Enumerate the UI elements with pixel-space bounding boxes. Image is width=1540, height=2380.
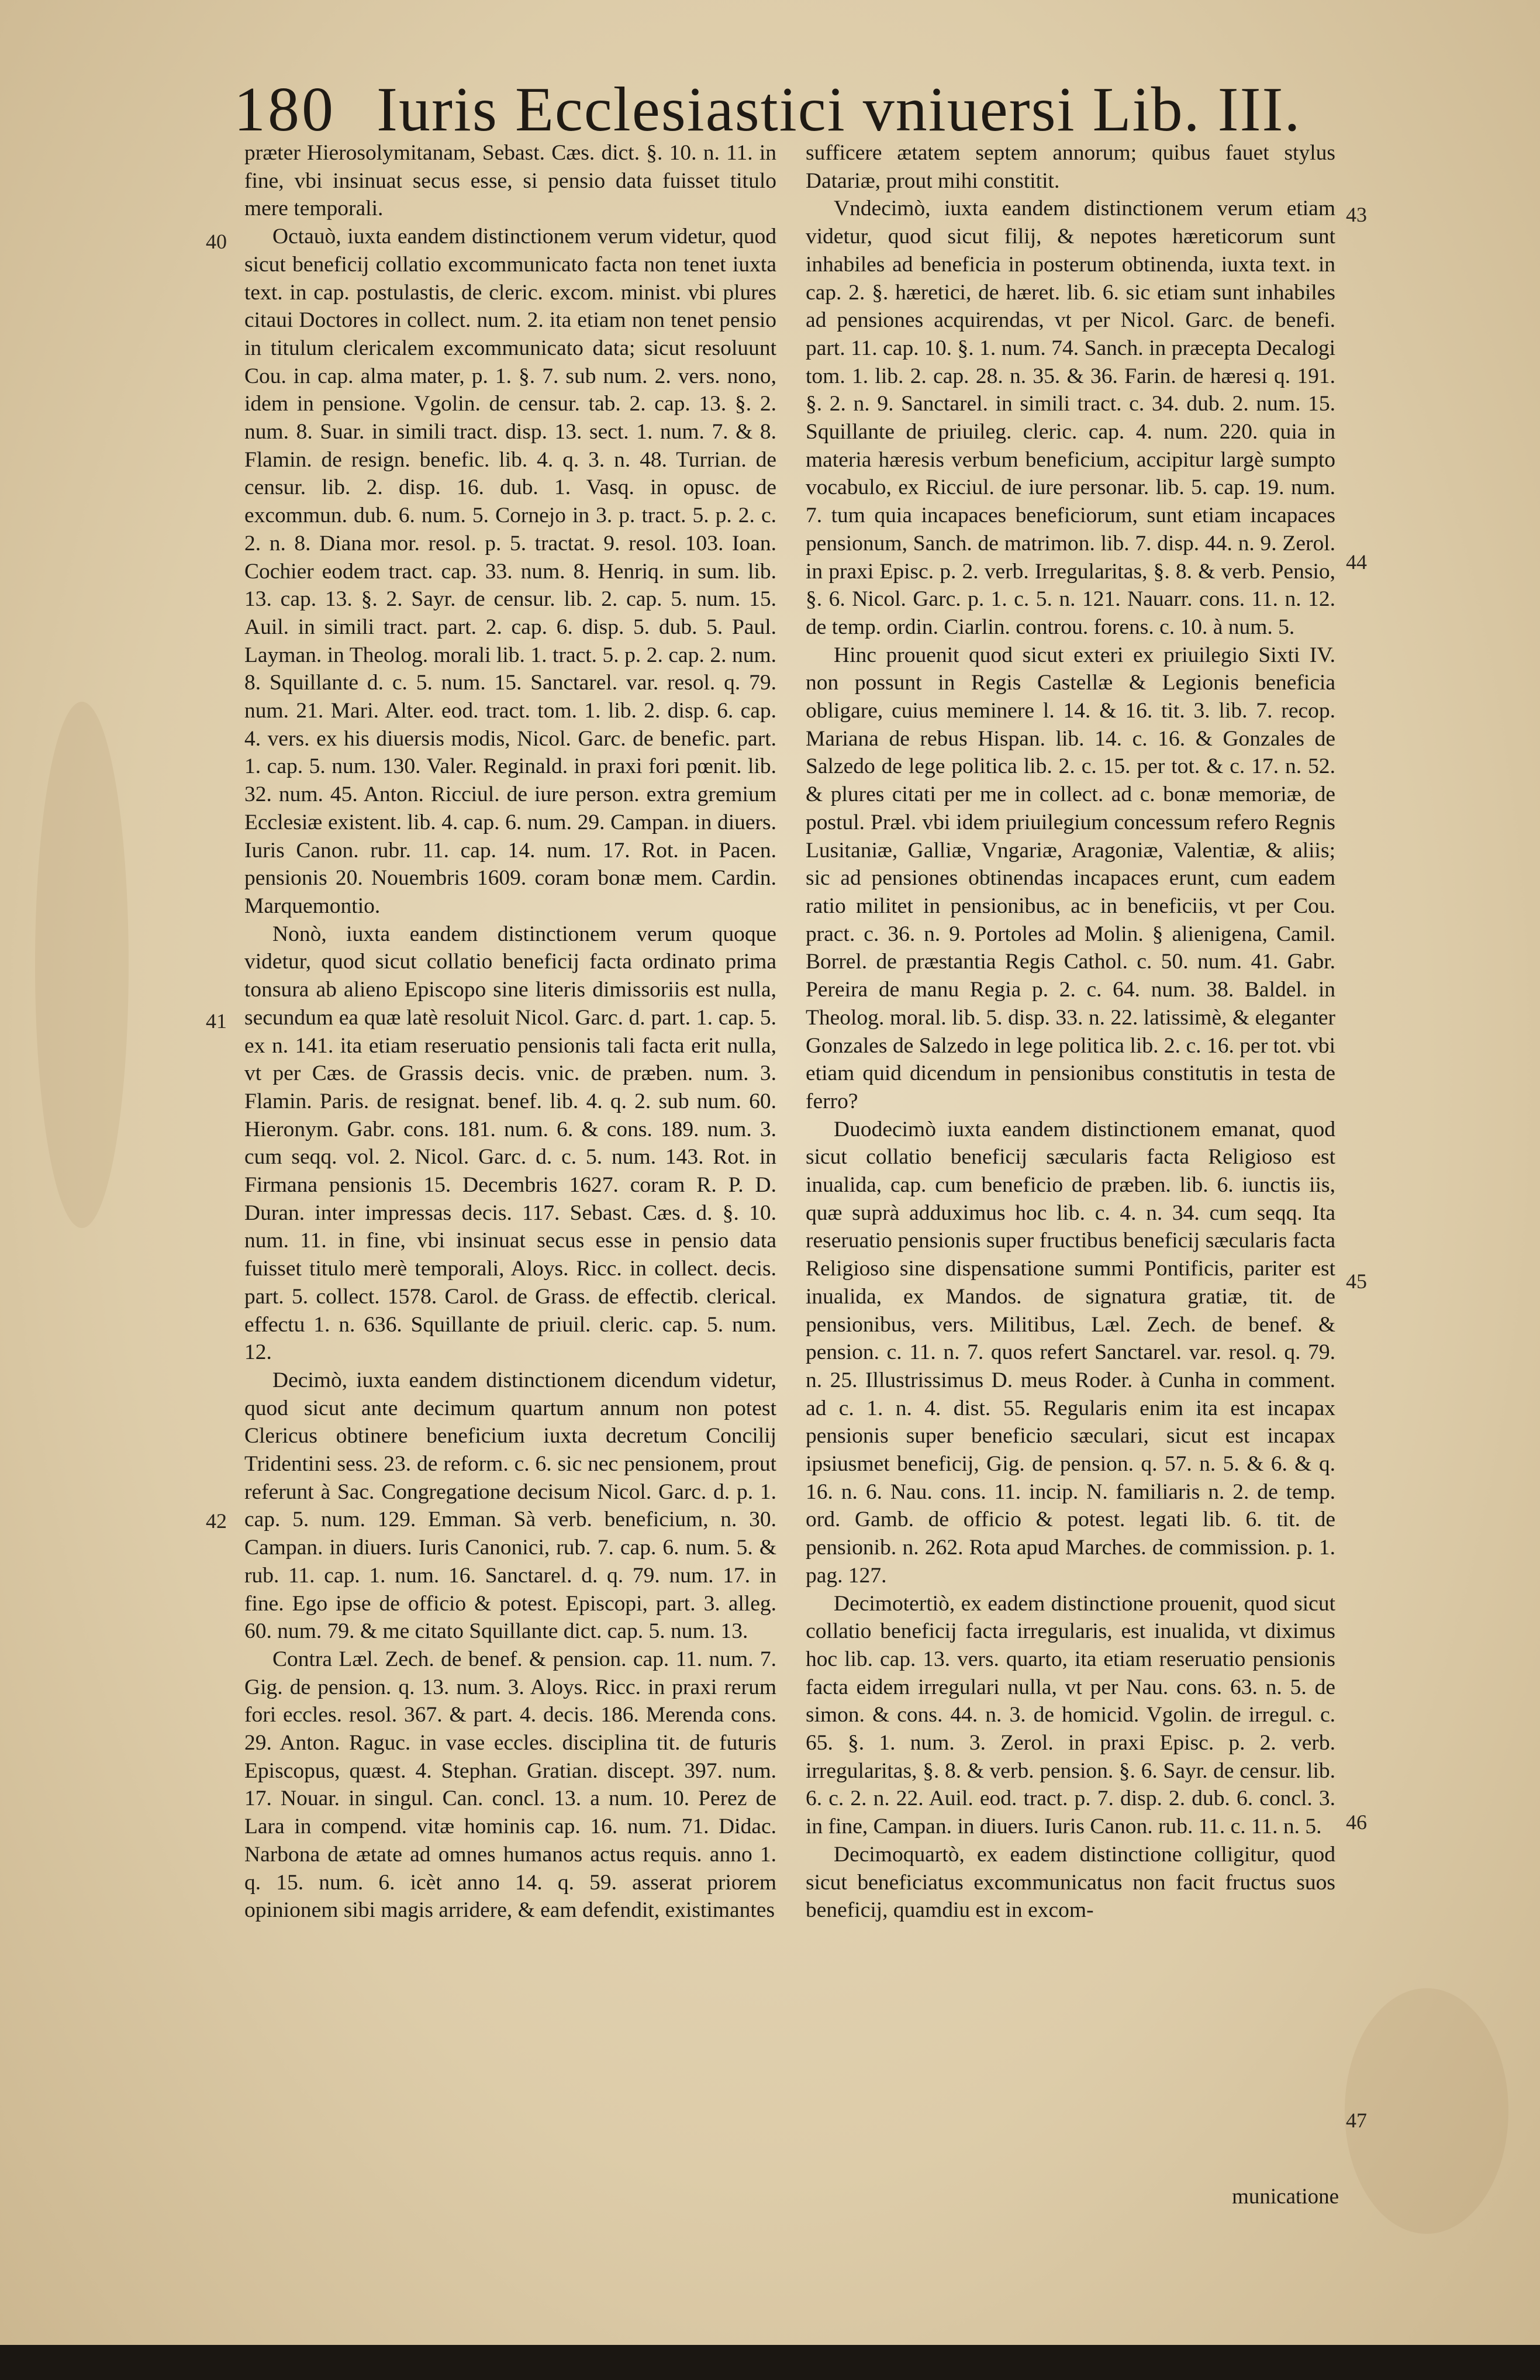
- margin-number-43: 43: [1346, 203, 1367, 226]
- margin-number-40: 40: [206, 230, 227, 253]
- paragraph-46: Decimotertiò, ex eadem distinctione prouenit, quod sicut collatio beneficij facta irregularis, est inualida, vt diximus hoc lib. cap. 13. vers. quarto, ita etiam reseruatio pensionis facta eidem irregulari nulla, vt per Nau. cons. 63. n. 5. de simon. & cons. 44. n. 3. de homicid. Vgolin. de irregul. c. 65. §. 1. num. 3. Zerol. in praxi Episc. p. 2. verb. irregularitas, §. 8. & verb. pension. §. 6. Sayr. de censur. lib. 6. c. 2. n. 22. Auil. eod. tract. p. 7. disp. 2. dub. 6. concl. 3. in fine, Campan. in diuers. Iuris Canon. rub. 11. c. 11. n. 5.: [806, 1591, 1335, 1839]
- paragraph-40: Octauò, iuxta eandem distinctionem verum videtur, quod sicut beneficij collatio excommunicato facta non tenet iuxta text. in cap. postulastis, de cleric. excom. minist. vbi plures citaui Doctores in collect. num. 2. ita etiam non tenet pensio in titulum clericalem excommunicato data; sicut resoluunt Cou. in cap. alma mater, p. 1. §. 7. sub num. 2. vers. nono, idem in pensione. Vgolin. de censur. tab. 2. cap. 13. §. 2. num. 8. Suar. in simili tract. disp. 13. sect. 1. num. 7. & 8. Flamin. de resign. benefic. lib. 4. q. 3. n. 48. Turrian. de censur. lib. 2. disp. 16. dub. 1. Vasq. in opusc. de excommun. dub. 6. num. 5. Cornejo in 3. p. tract. 5. p. 2. c. 2. n. 8. Diana mor. resol. p. 5. tractat. 9. resol. 103. Ioan. Cochier eodem tract. cap. 33. num. 8. Henriq. in sum. lib. 13. cap. 13. §. 2. Sayr. de censur. lib. 2. cap. 5. num. 15. Auil. in simili tract. part. 2. cap. 6. disp. 5. dub. 5. Paul. Layman. in Theolog. morali lib. 1. tract. 5. p. 2. cap. 2. num. 8. Squillante d. c. 5. num. 15. Sanctarel. var. resol. q. 79. num. 21. Mari. Alter. eod. tract. tom. 1. lib. 2. disp. 6. cap. 4. vers. ex his diuersis modis, Nicol. Garc. de benefic. part. 1. cap. 5. num. 130. Valer. Reginald. in praxi fori pœnit. lib. 32. num. 45. Anton. Ricciul. de iure person. extra gremium Ecclesiæ existent. lib. 4. cap. 6. num. 29. Campan. in diuers. Iuris Canon. rubr. 11. cap. 14. num. 17. Rot. in Pacen. pensionis 20. Nouembris 1609. coram bonæ mem. Cardin. Marquemontio.: [244, 225, 776, 918]
- paper-stain: [1345, 1988, 1508, 2234]
- paragraph: sufficere ætatem septem annorum; quibus fauet stylus Datariæ, prout mihi constitit.: [806, 141, 1335, 193]
- running-title: Iuris Ecclesiastici vniuersi Lib. III.: [377, 75, 1301, 144]
- margin-number-46: 46: [1346, 1810, 1367, 1834]
- margin-number-45: 45: [1346, 1270, 1367, 1293]
- running-header: [234, 58, 1345, 146]
- margin-number-44: 44: [1346, 550, 1367, 574]
- paragraph-42: Decimò, iuxta eandem distinctionem dicendum videtur, quod sicut ante decimum quartum annum non potest Clericus obtinere beneficium iuxta decretum Concilij Tridentini sess. 23. de reform. c. 6. sic nec pensionem, prout referunt à Sac. Congregatione decisum Nicol. Garc. d. p. 1. cap. 5. num. 129. Emman. Sà verb. beneficium, n. 30. Campan. in diuers. Iuris Canonici, rub. 7. cap. 6. num. 5. & rub. 11. cap. 1. num. 16. Sanctarel. d. q. 79. num. 17. in fine. Ego ipse de officio & potest. Episcopi, part. 3. alleg. 60. num. 79. & me citato Squillante dict. cap. 5. num. 13.: [244, 1368, 776, 1644]
- margin-number-41: 41: [206, 1009, 227, 1033]
- margin-number-47: 47: [1346, 2109, 1367, 2132]
- left-column: [244, 139, 776, 2198]
- catchword: municatione: [1232, 2185, 1339, 2209]
- page-number: 180: [234, 75, 336, 144]
- paragraph-45: Duodecimò iuxta eandem distinctionem emanat, quod sicut collatio beneficij sæcularis facta Religioso est inualida, cap. cum beneficio de præben. lib. 6. iunctis iis, quæ suprà adduximus hoc lib. c. 4. n. 34. cum seqq. Ita reseruatio pensionis super fructibus beneficij sæcularis facta Religioso sine dispensatione summi Pontificis, pariter est inualida, ex Mandos. de signatura gratiæ, tit. de pensionibus, vers. Militibus, Læl. Zech. de benef. & pension. c. 11. n. 7. quos refert Sanctarel. var. resol. q. 79. n. 25. Illustrissimus D. meus Roder. à Cunha in comment. ad c. 1. n. 4. dist. 55. Regularis enim ita est incapax pensionis super beneficio sæculari, sicut est incapax ipsiusmet beneficij, Gig. de pension. q. 57. n. 5. & 6. & q. 16. n. 6. Nau. cons. 11. incip. N. familiaris n. 2. de temp. ord. Gamb. de officio & potest. legati lib. 6. tit. de pensionib. n. 262. Rota apud Marches. de commission. p. 1. pag. 127.: [806, 1117, 1335, 1588]
- paragraph-41: Nonò, iuxta eandem distinctionem verum quoque videtur, quod sicut collatio beneficij facta ordinato prima tonsura ab alieno Episcopo sine literis dimissoriis est nulla, secundum ea quæ latè resoluit Nicol. Garc. d. part. 1. cap. 5. ex n. 141. ita etiam reseruatio pensionis tali facta erit nulla, vt per Cæs. de Grassis decis. vnic. de præben. num. 3. Flamin. Paris. de resignat. benef. lib. 4. q. 2. sub num. 60. Hieronym. Gabr. cons. 181. num. 6. & cons. 189. num. 3. cum seqq. vol. 2. Nicol. Garc. d. c. 5. num. 143. Rot. in Firmana pensionis 15. Decembris 1627. coram R. P. D. Duran. inter impressas decis. 117. Sebast. Cæs. d. §. 10. num. 11. in fine, vbi insinuat secus esse in pensio data fuisset titulo merè temporali, Aloys. Ricc. in collect. decis. part. 5. collect. 1578. Carol. de Grass. de effectib. clerical. effectu 1. n. 636. Squillante de priuil. cleric. cap. 5. num. 12.: [244, 922, 776, 1365]
- paragraph-42-contra: Contra Læl. Zech. de benef. & pension. cap. 11. num. 7. Gig. de pension. q. 13. num. 3. Aloys. Ricc. in praxi rerum fori eccles. resol. 367. & part. 4. decis. 186. Merenda cons. 29. Anton. Raguc. in vase eccles. disciplina tit. de futuris Episcopus, quæst. 4. Stephan. Gratian. discept. 397. num. 17. Nouar. in singul. Can. concl. 13. a num. 10. Perez de Lara in compend. vitæ hominis cap. 16. num. 71. Didac. Narbona de ætate ad omnes humanos actus requis. anno 1. q. 15. num. 6. icèt anno 14. q. 59. asserat priorem opinionem sibi magis arridere, & eam defendit, existimantes: [244, 1647, 776, 1923]
- paragraph-43: Vndecimò, iuxta eandem distinctionem verum etiam videtur, quod sicut filij, & nepotes hæreticorum sunt inhabiles ad beneficia in posterum obtinenda, iuxta text. in cap. 2. §. hæretici, de hæret. lib. 6. sic etiam sunt inhabiles ad pensiones acquirendas, vt per Nicol. Garc. de benefi. part. 11. cap. 10. §. 1. num. 74. Sanch. in præcepta Decalogi tom. 1. lib. 2. cap. 28. n. 35. & 36. Farin. de hæresi q. 191. §. 2. n. 9. Sanctarel. in simili tract. c. 34. dub. 2. num. 15. Squillante de priuileg. cleric. cap. 4. num. 220. quia in materia hæresis verbum beneficium, accipitur largè sumpto vocabulo, ex Ricciul. de iure personar. lib. 5. cap. 19. num. 7. tum quia incapaces beneficiorum, sunt etiam incapaces pensionum, Sanch. de matrimon. lib. 7. disp. 44. n. 9. Zerol. in praxi Episc. p. 2. verb. Irregularitas, §. 8. & verb. Pensio, §. 6. Nicol. Garc. p. 1. c. 5. n. 121. Nauarr. cons. 11. n. 12. de temp. ordin. Ciarlin. controu. forens. c. 10. à num. 5.: [806, 196, 1335, 639]
- paragraph: præter Hierosolymitanam, Sebast. Cæs. dict. §. 10. n. 11. in fine, vbi insinuat secus esse, si pensio data fuisset titulo mere temporali.: [244, 141, 776, 221]
- right-column: [806, 139, 1335, 2198]
- paper-stain: [35, 702, 129, 1228]
- margin-number-42: 42: [206, 1509, 227, 1533]
- paragraph-47: Decimoquartò, ex eadem distinctione colligitur, quod sicut beneficiatus excommunicatus non facit fructus suos beneficij, quamdiu est in excom-: [806, 1842, 1335, 1923]
- paragraph-44: Hinc prouenit quod sicut exteri ex priuilegio Sixti IV. non possunt in Regis Castellæ & Legionis beneficia obligare, cuius meminere l. 14. & 16. tit. 3. lib. 7. recop. Mariana de rebus Hispan. lib. 14. c. 16. & Gonzales de Salzedo de lege politica lib. 2. c. 15. per tot. & c. 17. n. 52. & plures citati per me in collect. ad c. bonæ memoriæ, de postul. Præl. vbi idem priuilegium concessum refero Regnis Lusitaniæ, Galliæ, Vngariæ, Aragoniæ, Valentiæ, & aliis; sic ad pensiones obtinendas incapaces erunt, cum eadem ratio militet in pensionibus, ac in beneficiis, vt per Cou. pract. c. 36. n. 9. Portoles ad Molin. § alienigena, Camil. Borrel. de præstantia Regis Cathol. c. 50. num. 41. Gabr. Pereira de manu Regia p. 2. c. 64. num. 38. Baldel. in Theolog. moral. lib. 5. disp. 33. n. 22. latissimè, & eleganter Gonzales de Salzedo in lege politica lib. 2. c. 16. per tot. vbi etiam quid dicendum in pensionibus constitutis in testa de ferro?: [806, 643, 1335, 1113]
- scan-edge: [0, 2345, 1540, 2380]
